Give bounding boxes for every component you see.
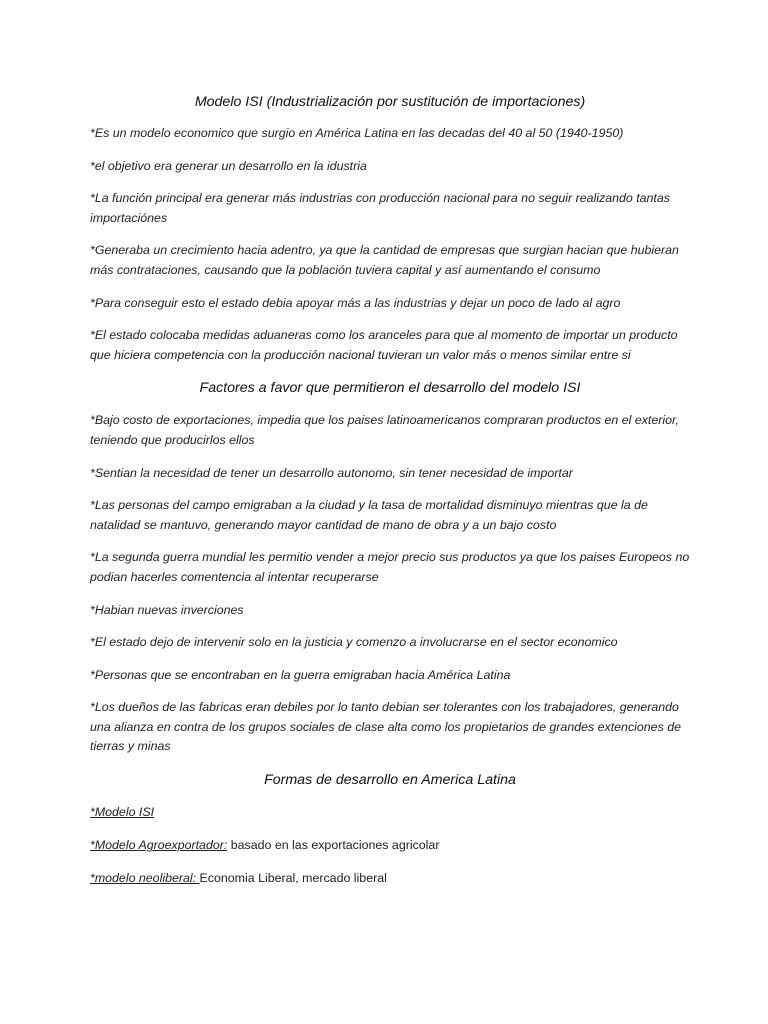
intro-item-5: *Para conseguir esto el estado debia apoyar más a las industrias y dejar un poco de lado al agro (90, 295, 621, 310)
form-description: Economia Liberal, mercado liberal (199, 871, 387, 886)
form-label: *Modelo Agroexportador: (90, 838, 228, 853)
form-label: *modelo neoliberal: (90, 871, 200, 886)
form-item-agroexportador (90, 836, 690, 856)
intro-item-1: *Es un modelo economico que surgio en América Latina en las decadas del 40 al 50 (1940-1950) (90, 126, 624, 140)
form-item-neoliberal (90, 869, 690, 889)
factor-item-3: *Las personas del campo emigraban a la ciudad y la tasa de mortalidad disminuyo mientras que la de natalidad se mantuvo, generando mayor cantidad de mano de obra y a un bajo costo (90, 498, 648, 532)
intro-item-3: *La función principal era generar más industrias con producción nacional para no seguir realizando tantas importaciónes (90, 191, 670, 225)
forms-heading: Formas de desarrollo en America Latina (264, 772, 516, 789)
factor-item-2: *Sentian la necesidad de tener un desarrollo autonomo, sin tener necesidad de importar (90, 465, 573, 480)
factor-item-4: *La segunda guerra mundial les permitio vender a mejor precio sus productos ya que los paises Europeos no podian hacerles comentencia al intentar recuperarse (90, 550, 690, 584)
intro-item-4: *Generaba un crecimiento hacia adentro, ya que la cantidad de empresas que surgian hacian que hubieran más contrataciones, causando que la población tuviera capital y así aumentando el consumo (90, 243, 679, 277)
factor-item-1: *Bajo costo de exportaciones, impedia que los paises latinoamericanos compraran productos en el exterior, teniendo que producirlos ellos (90, 413, 679, 447)
page-title: Modelo ISI (Industrialización por sustitución de importaciones) (194, 94, 586, 110)
form-description: basado en las exportaciones agricolar (227, 838, 440, 853)
factors-heading: Factores a favor que permitieron el desarrollo del modelo ISI (199, 380, 581, 397)
factor-item-8: *Los dueños de las fabricas eran debiles por lo tanto debian ser tolerantes con los trabajadores, generando una alianza en contra de los grupos sociales de clase alta como los propietarios de grandes extenciones de tierras y minas (90, 700, 681, 754)
intro-item-2: *el objetivo era generar un desarrollo en la idustria (90, 158, 367, 173)
factor-item-7: *Personas que se encontraban en la guerra emigraban hacia América Latina (90, 667, 511, 682)
factor-item-5: *Habian nuevas inverciones (90, 602, 244, 617)
factor-item-6: *El estado dejo de intervenir solo en la justicia y comenzo a involucrarse en el sector economico (90, 635, 618, 650)
intro-item-6: *El estado colocaba medidas aduaneras como los aranceles para que al momento de importar un producto que hiciera competencia con la producción nacional tuvieran un valor más o menos similar entre si (90, 328, 678, 362)
form-label: *Modelo ISI (90, 805, 155, 820)
form-item-isi (90, 803, 690, 823)
document-page (90, 92, 690, 902)
